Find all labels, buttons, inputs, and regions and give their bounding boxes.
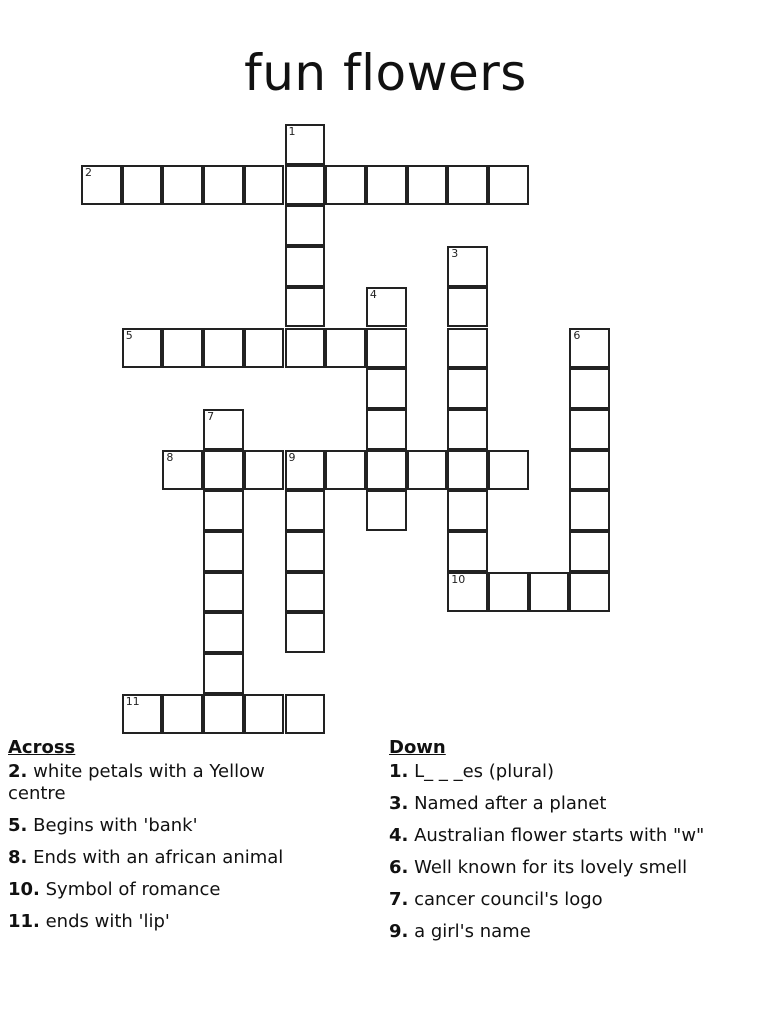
cell-number: 5 xyxy=(125,328,133,342)
clue-across-2 xyxy=(8,761,328,805)
grid-cell[interactable] xyxy=(285,328,326,369)
grid-cell[interactable] xyxy=(569,531,610,572)
clue-text: Well known for its lovely smell xyxy=(408,857,688,878)
clue-number: 4. xyxy=(389,825,409,846)
grid-cell[interactable] xyxy=(325,328,366,369)
grid-cell[interactable] xyxy=(162,450,203,491)
grid-cell[interactable] xyxy=(488,165,529,206)
grid-cell[interactable] xyxy=(447,287,488,328)
grid-cell[interactable] xyxy=(244,450,285,491)
grid-cell[interactable] xyxy=(122,328,163,369)
grid-cell[interactable] xyxy=(285,287,326,328)
grid-cell[interactable] xyxy=(569,368,610,409)
clue-down-6 xyxy=(389,857,759,879)
clue-text: cancer council's logo xyxy=(408,889,603,910)
across-heading: Across xyxy=(8,737,76,758)
clue-number: 5. xyxy=(8,815,28,836)
clue-text: Symbol of romance xyxy=(39,879,221,900)
cell-number: 4 xyxy=(369,287,377,301)
grid-cell[interactable] xyxy=(203,531,244,572)
grid-cell[interactable] xyxy=(407,450,448,491)
grid-cell[interactable] xyxy=(366,490,407,531)
grid-cell[interactable] xyxy=(366,165,407,206)
cell-number: 10 xyxy=(451,572,466,586)
clue-text: Begins with 'bank' xyxy=(27,815,198,836)
grid-cell[interactable] xyxy=(285,490,326,531)
grid-cell[interactable] xyxy=(203,409,244,450)
across-clues xyxy=(8,737,328,943)
grid-cell[interactable] xyxy=(203,653,244,694)
grid-cell[interactable] xyxy=(447,368,488,409)
clue-down-7 xyxy=(389,889,759,911)
clue-number: 3. xyxy=(389,793,409,814)
clue-text: Ends with an african animal xyxy=(27,847,284,868)
grid-cell[interactable] xyxy=(285,531,326,572)
clue-across-10 xyxy=(8,879,328,901)
grid-cell[interactable] xyxy=(407,165,448,206)
clue-text: Named after a planet xyxy=(408,793,607,814)
grid-cell[interactable] xyxy=(447,572,488,613)
cell-number: 2 xyxy=(85,165,92,179)
grid-cell[interactable] xyxy=(285,450,326,491)
grid-cell[interactable] xyxy=(488,450,529,491)
grid-cell[interactable] xyxy=(203,572,244,613)
grid-cell[interactable] xyxy=(285,694,326,735)
grid-cell[interactable] xyxy=(366,328,407,369)
clue-number: 11. xyxy=(8,911,40,932)
grid-cell[interactable] xyxy=(244,165,285,206)
grid-cell[interactable] xyxy=(203,450,244,491)
cell-number: 8 xyxy=(166,450,174,464)
grid-cell[interactable] xyxy=(285,572,326,613)
grid-cell[interactable] xyxy=(162,694,203,735)
grid-cell[interactable] xyxy=(569,572,610,613)
clue-number: 6. xyxy=(389,857,409,878)
grid-cell[interactable] xyxy=(366,368,407,409)
grid-cell[interactable] xyxy=(203,165,244,206)
cell-number: 7 xyxy=(207,409,215,423)
grid-cell[interactable] xyxy=(488,572,529,613)
grid-cell[interactable] xyxy=(122,165,163,206)
grid-cell[interactable] xyxy=(447,328,488,369)
grid-cell[interactable] xyxy=(244,328,285,369)
grid-cell[interactable] xyxy=(122,694,163,735)
clue-number: 1. xyxy=(389,761,409,782)
grid-cell[interactable] xyxy=(447,490,488,531)
down-heading: Down xyxy=(389,737,446,758)
clue-number: 7. xyxy=(389,889,409,910)
cell-number: 1 xyxy=(288,125,296,138)
grid-cell[interactable] xyxy=(285,205,326,246)
cell-number: 11 xyxy=(125,694,140,708)
grid-cell[interactable] xyxy=(285,246,326,287)
grid-cell[interactable] xyxy=(285,124,326,165)
clue-number: 8. xyxy=(8,847,28,868)
puzzle-title: fun flowers xyxy=(244,44,527,102)
clue-down-3 xyxy=(389,793,759,815)
grid-cell[interactable] xyxy=(244,694,285,735)
clue-text: Australian flower starts with "w" xyxy=(408,825,705,846)
clue-down-1 xyxy=(389,761,759,783)
grid-cell[interactable] xyxy=(203,612,244,653)
grid-cell[interactable] xyxy=(285,165,326,206)
cell-number: 3 xyxy=(451,247,459,261)
clue-text: ends with 'lip' xyxy=(39,911,170,932)
grid-cell[interactable] xyxy=(447,409,488,450)
clue-across-11 xyxy=(8,911,328,933)
grid-cell[interactable] xyxy=(447,450,488,491)
clue-number: 9. xyxy=(389,921,409,942)
grid-cell[interactable] xyxy=(447,165,488,206)
grid-cell[interactable] xyxy=(447,531,488,572)
grid-cell[interactable] xyxy=(569,328,610,369)
cell-number: 9 xyxy=(288,450,296,464)
cell-number: 6 xyxy=(573,328,581,342)
clue-number: 2. xyxy=(8,761,28,782)
grid-cell[interactable] xyxy=(325,450,366,491)
clue-text: L_ _ _es (plural) xyxy=(408,761,555,782)
grid-cell[interactable] xyxy=(569,450,610,491)
down-clues xyxy=(389,737,759,953)
grid-cell[interactable] xyxy=(569,490,610,531)
grid-cell[interactable] xyxy=(285,612,326,653)
grid-cell[interactable] xyxy=(366,409,407,450)
clue-across-5 xyxy=(8,815,328,837)
clue-down-4 xyxy=(389,825,759,847)
grid-cell[interactable] xyxy=(162,165,203,206)
grid-cell[interactable] xyxy=(203,328,244,369)
clue-across-8 xyxy=(8,847,328,869)
clue-down-9 xyxy=(389,921,759,943)
clue-text: a girl's name xyxy=(408,921,531,942)
grid-cell[interactable] xyxy=(162,328,203,369)
grid-cell[interactable] xyxy=(325,165,366,206)
grid-cell[interactable] xyxy=(203,490,244,531)
grid-cell[interactable] xyxy=(366,450,407,491)
grid-cell[interactable] xyxy=(203,694,244,735)
clue-text: white petals with a Yellow centre xyxy=(8,761,265,804)
grid-cell[interactable] xyxy=(569,409,610,450)
grid-cell[interactable] xyxy=(447,246,488,287)
clue-number: 10. xyxy=(8,879,40,900)
grid-cell[interactable] xyxy=(529,572,570,613)
grid-cell[interactable] xyxy=(366,287,407,328)
grid-cell[interactable] xyxy=(81,165,122,206)
